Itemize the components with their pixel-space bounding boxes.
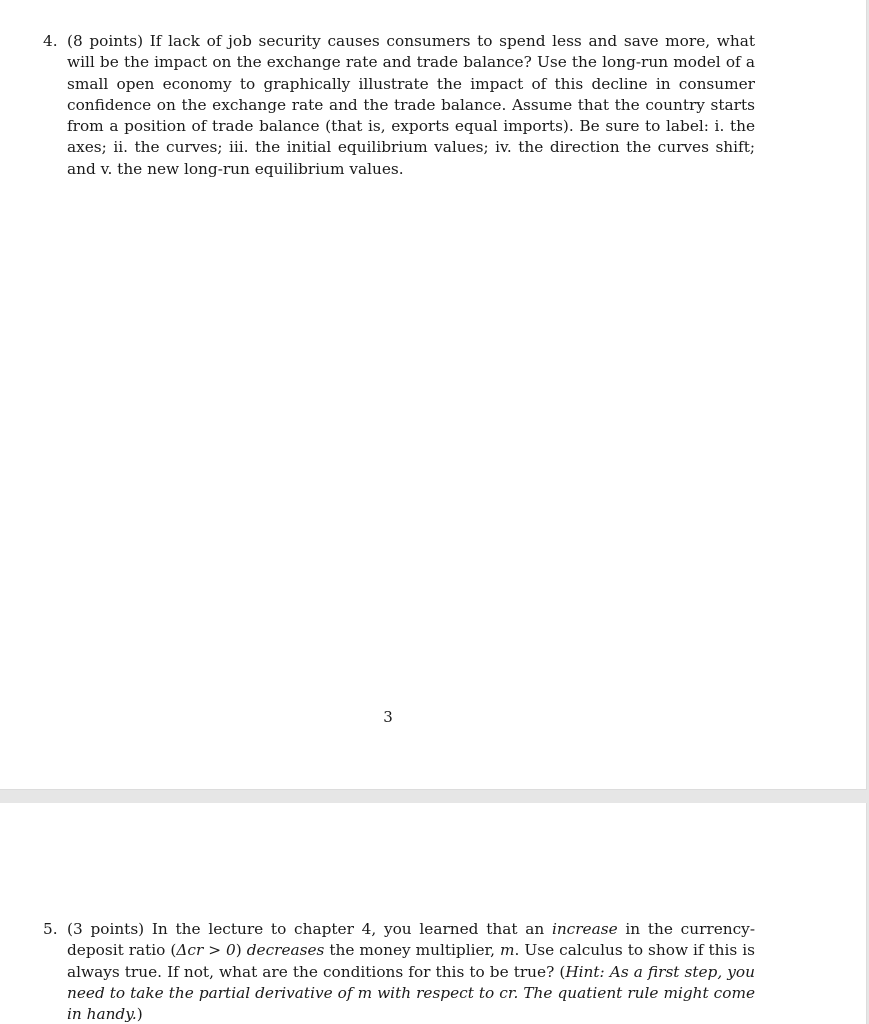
q5-text-6: ) xyxy=(136,1005,143,1024)
q5-text-3: ) xyxy=(235,941,247,960)
q5-text-5: . Use calculus to show if this is always true. If not, what are the conditions for this to be true? ( xyxy=(67,941,755,981)
q5-decreases-emphasis: decreases xyxy=(246,941,325,960)
q5-increase-emphasis: increase xyxy=(551,920,618,938)
question-5-number: 5. xyxy=(43,920,58,938)
q5-hint: Hint: As a first step, you need to take the partial derivative of m with respect to cr. The quatient rule might come in handy. xyxy=(67,962,755,1024)
document-page-4 xyxy=(0,803,867,1024)
question-4-number: 4. xyxy=(43,32,58,50)
question-4 xyxy=(43,31,755,180)
q5-text-4: the money multiplier, xyxy=(324,941,501,960)
q5-m-math: m xyxy=(500,941,515,960)
question-5 xyxy=(43,919,755,1024)
q5-text-1: (3 points) In the lecture to chapter 4, you learned that an xyxy=(67,920,552,938)
q5-delta-cr-math: Δcr > 0 xyxy=(176,941,236,960)
page-number: 3 xyxy=(383,708,393,726)
question-4-text: (8 points) If lack of job security causes consumers to spend less and save more, what will be the impact on the exchange rate and trade balance? Use the long-run model of a small open economy to graphically illustrate the impact of this decline in consumer confidence on the exchange rate and the trade balance. Assume that the country starts from a position of trade balance (that is, exports equal imports). Be sure to label: i. the axes; ii. the curves; iii. the initial equilibrium values; iv. the direction the curves shift; and v. the new long-run equilibrium values. xyxy=(67,32,755,178)
q5-text-2: in the currency-deposit ratio ( xyxy=(67,920,755,960)
question-5-text xyxy=(67,919,755,1024)
